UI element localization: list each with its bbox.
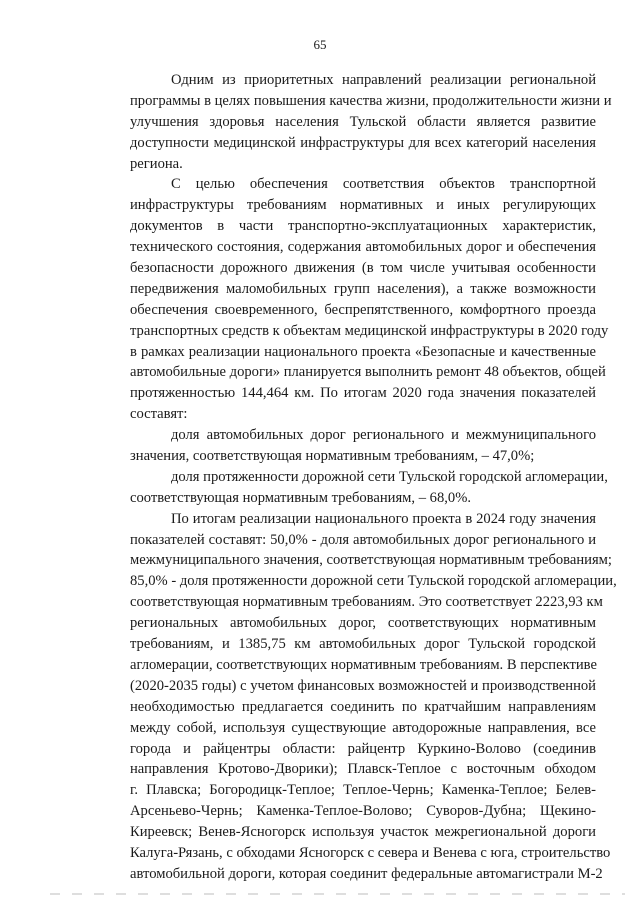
text-line: документов в части транспортно-эксплуатационных характеристик,: [130, 218, 596, 235]
text-line: агломерации, соответствующих нормативным требованиям. В перспективе: [130, 656, 597, 673]
text-line: технического состояния, содержания автомобильных дорог и обеспечения: [130, 239, 596, 256]
text-line: Калуга-Рязань, с обходами Ясногорск с севера и Венева с юга, строительство: [130, 844, 611, 861]
paragraph-1: [89, 70, 612, 174]
text-line: составят:: [130, 406, 188, 423]
text-line: По итогам реализации национального проекта в 2024 году значения: [171, 510, 596, 527]
text-line: автомобильной дороги, которая соединит федеральные автомагистрали М-2: [130, 865, 603, 882]
text-line: обеспечения своевременного, беспрепятственного, комфортного проезда: [130, 301, 596, 318]
text-line: значения, соответствующая нормативным требованиям, – 47,0%;: [130, 448, 535, 465]
text-line: необходимостью предлагается соединить по кратчайшим направлениям: [130, 698, 596, 715]
text-line: региона.: [130, 155, 183, 172]
text-line: транспортных средств к объектам медицинской инфраструктуры в 2020 году: [130, 322, 609, 339]
text-line: автомобильные дороги» планируется выполнить ремонт 48 объектов, общей: [130, 364, 606, 381]
paragraph-4: [89, 467, 608, 509]
body-text: [89, 70, 617, 885]
text-line: между собой, используя существующие автодорожные направления, все: [130, 719, 596, 736]
text-line: Арсеньево-Чернь; Каменка-Теплое-Волово; Суворов-Дубна; Щекино-: [130, 803, 596, 820]
page-number: 65: [313, 37, 327, 52]
text-line: программы в целях повышения качества жизни, продолжительности жизни и: [130, 92, 612, 109]
text-line: города и райцентры области: райцентр Куркино-Волово (соединив: [130, 740, 596, 757]
paragraph-5: [89, 509, 617, 885]
text-line: межмуниципального значения, соответствующая нормативным требованиям;: [130, 552, 612, 569]
text-line: улучшения здоровья населения Тульской области является развитие: [130, 113, 596, 130]
scan-edge-artifact: [50, 893, 625, 895]
text-line: доступности медицинской инфраструктуры для всех категорий населения: [130, 134, 596, 151]
text-line: г. Плавска; Богородицк-Теплое; Теплое-Чернь; Каменка-Теплое; Белев-: [130, 782, 596, 799]
paragraph-2: [89, 174, 609, 425]
text-line: Одним из приоритетных направлений реализации региональной: [171, 72, 596, 88]
text-line: в рамках реализации национального проекта «Безопасные и качественные: [130, 343, 596, 360]
text-line: показателей составят: 50,0% - доля автомобильных дорог регионального и: [130, 531, 596, 548]
text-line: требованиям, и 1385,75 км автомобильных дорог Тульской городской: [130, 636, 596, 653]
text-line: доля автомобильных дорог регионального и межмуниципального: [171, 427, 596, 444]
text-line: Киреевск; Венев-Ясногорск используя участок межрегиональной дороги: [130, 824, 596, 841]
text-line: протяженностью 144,464 км. По итогам 2020 года значения показателей: [130, 385, 596, 402]
text-line: передвижения маломобильных групп населения), а также возможности: [130, 280, 596, 297]
text-line: соответствующая нормативным требованиям. Это соответствует 2223,93 км: [130, 594, 603, 611]
text-line: направления Кротово-Дворики); Плавск-Теплое с восточным обходом: [130, 761, 596, 778]
text-line: безопасности дорожного движения (в том числе учитывая особенности: [130, 260, 596, 277]
paragraph-3: [89, 425, 596, 467]
text-line: региональных автомобильных дорог, соответствующих нормативным: [130, 615, 596, 632]
text-line: инфраструктуры требованиям нормативных и иных регулирующих: [130, 197, 596, 214]
text-line: 85,0% - доля протяженности дорожной сети Тульской городской агломерации,: [130, 573, 617, 590]
text-line: (2020-2035 годы) с учетом финансовых возможностей и производственной: [130, 677, 596, 694]
text-line: доля протяженности дорожной сети Тульской городской агломерации,: [171, 468, 608, 485]
text-line: соответствующая нормативным требованиям, – 68,0%.: [130, 489, 471, 506]
text-line: С целью обеспечения соответствия объектов транспортной: [171, 176, 596, 193]
